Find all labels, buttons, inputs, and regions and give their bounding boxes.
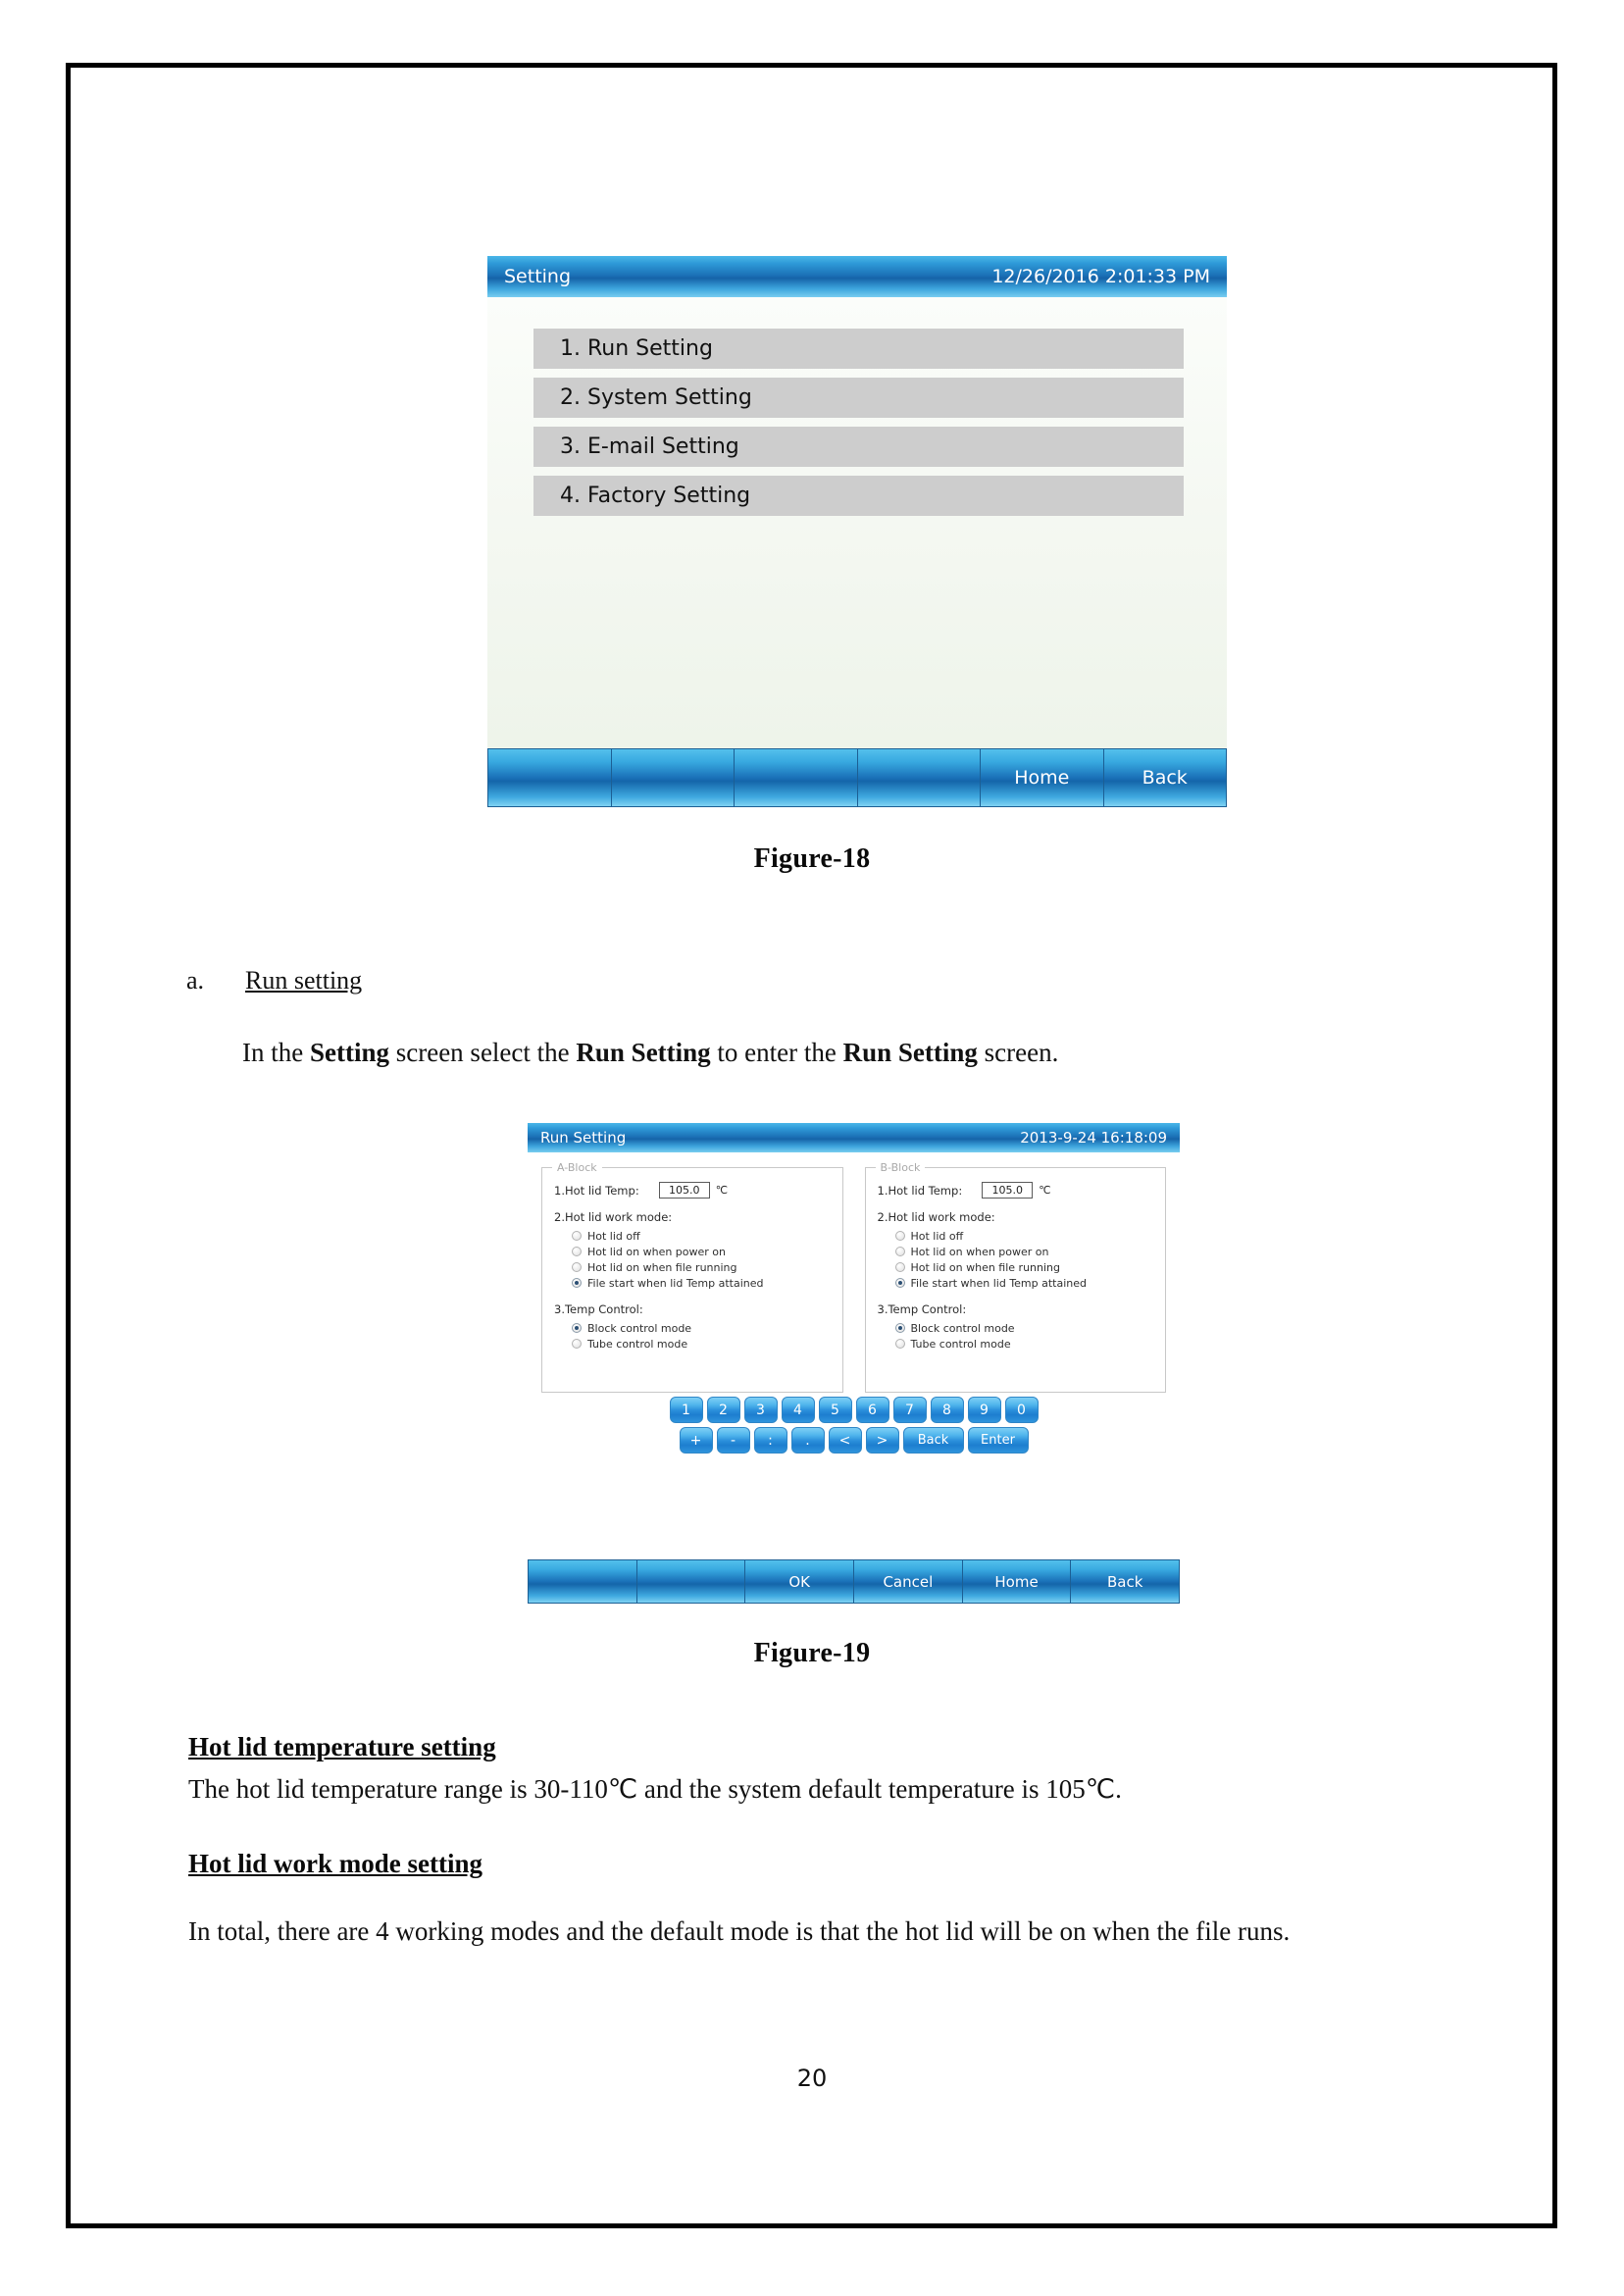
menu-item-run-setting[interactable]: 1. Run Setting xyxy=(533,329,1184,369)
key-colon[interactable]: : xyxy=(754,1427,787,1454)
intro-part-2: screen select the xyxy=(388,1038,577,1067)
figure18-datetime: 12/26/2016 2:01:33 PM xyxy=(991,266,1210,287)
radio-icon xyxy=(572,1231,582,1241)
page-number: 20 xyxy=(796,2065,828,2092)
keypad-row-digits xyxy=(670,1397,1039,1423)
radio-icon xyxy=(895,1247,905,1256)
b-block-work-mode-title: 2.Hot lid work mode: xyxy=(877,1210,995,1224)
intro-part-1: In the xyxy=(242,1038,310,1067)
list-marker: a. xyxy=(186,966,205,995)
b-block-radio-file-start-lid-temp[interactable] xyxy=(895,1275,1156,1291)
b-block-temp-unit: ℃ xyxy=(1039,1184,1051,1197)
figure19-ok-button[interactable]: OK xyxy=(744,1559,854,1604)
a-block-radio-file-start-lid-temp[interactable] xyxy=(572,1275,833,1291)
radio-icon xyxy=(572,1339,582,1349)
figure19-datetime: 2013-9-24 16:18:09 xyxy=(1020,1129,1167,1147)
b-block-legend: B-Block xyxy=(876,1161,926,1174)
list-title-run-setting: Run setting xyxy=(245,966,363,995)
b-block-temp-control-title: 3.Temp Control: xyxy=(877,1302,967,1316)
a-block-work-mode-title: 2.Hot lid work mode: xyxy=(554,1210,673,1224)
figure19-function-bar xyxy=(528,1559,1180,1604)
a-block-temp-input[interactable]: 105.0 xyxy=(659,1182,710,1199)
a-block-panel xyxy=(541,1161,843,1393)
b-block-hot-lid-temp-row xyxy=(878,1182,1156,1199)
figure19-fnkey-1[interactable] xyxy=(528,1559,637,1604)
radio-icon xyxy=(572,1247,582,1256)
text-hot-lid-work-modes: In total, there are 4 working modes and the default mode is that the hot lid will be on when the file runs. xyxy=(188,1916,1291,1946)
figure18-fnkey-3[interactable] xyxy=(734,748,858,807)
a-block-radio-tube-control[interactable] xyxy=(572,1336,833,1352)
b-block-work-mode-list xyxy=(895,1228,1156,1291)
radio-label: Hot lid off xyxy=(587,1229,640,1243)
key-enter[interactable]: Enter xyxy=(968,1427,1029,1454)
figure18-titlebar xyxy=(487,256,1227,297)
figure18-caption: Figure-18 xyxy=(753,843,871,874)
figure19-back-button[interactable]: Back xyxy=(1070,1559,1180,1604)
figure18-fnkey-2[interactable] xyxy=(611,748,736,807)
intro-part-4: screen. xyxy=(977,1038,1059,1067)
b-block-temp-control-list xyxy=(895,1320,1156,1352)
intro-bold-run-setting-1: Run Setting xyxy=(576,1038,711,1067)
intro-part-3: to enter the xyxy=(710,1038,843,1067)
b-block-temp-label: 1.Hot lid Temp: xyxy=(877,1183,963,1198)
block-panels xyxy=(528,1152,1180,1393)
key-1[interactable]: 1 xyxy=(670,1397,703,1423)
intro-bold-setting: Setting xyxy=(309,1038,389,1067)
key-6[interactable]: 6 xyxy=(856,1397,889,1423)
a-block-temp-label: 1.Hot lid Temp: xyxy=(554,1183,639,1198)
key-3[interactable]: 3 xyxy=(744,1397,778,1423)
a-block-radio-hot-lid-off[interactable] xyxy=(572,1228,833,1244)
key-minus[interactable]: - xyxy=(717,1427,750,1454)
figure19-title: Run Setting xyxy=(540,1129,627,1147)
a-block-radio-on-power-on[interactable] xyxy=(572,1244,833,1259)
radio-label: Hot lid on when power on xyxy=(587,1245,727,1258)
figure18-device-screen xyxy=(487,256,1227,807)
a-block-radio-block-control[interactable] xyxy=(572,1320,833,1336)
list-item-run-setting xyxy=(186,966,362,995)
b-block-radio-block-control[interactable] xyxy=(895,1320,1156,1336)
radio-label: Block control mode xyxy=(587,1321,692,1335)
radio-icon xyxy=(895,1231,905,1241)
radio-label: Block control mode xyxy=(910,1321,1015,1335)
numeric-keypad xyxy=(528,1397,1180,1454)
b-block-radio-on-power-on[interactable] xyxy=(895,1244,1156,1259)
figure18-fnkey-4[interactable] xyxy=(857,748,982,807)
a-block-temp-control-title: 3.Temp Control: xyxy=(554,1302,643,1316)
figure19-caption: Figure-19 xyxy=(753,1638,871,1668)
key-8[interactable]: 8 xyxy=(931,1397,964,1423)
figure19-device-screen xyxy=(528,1123,1180,1604)
a-block-legend: A-Block xyxy=(552,1161,602,1174)
radio-label: Hot lid off xyxy=(910,1229,964,1243)
b-block-radio-tube-control[interactable] xyxy=(895,1336,1156,1352)
figure19-fnkey-2[interactable] xyxy=(636,1559,746,1604)
a-block-radio-on-file-running[interactable] xyxy=(572,1259,833,1275)
menu-item-factory-setting[interactable]: 4. Factory Setting xyxy=(533,476,1184,516)
radio-label: Tube control mode xyxy=(587,1337,688,1351)
intro-bold-run-setting-2: Run Setting xyxy=(842,1038,978,1067)
figure18-home-button[interactable]: Home xyxy=(980,748,1104,807)
a-block-temp-unit: ℃ xyxy=(715,1184,729,1197)
radio-label: Hot lid on when power on xyxy=(910,1245,1049,1258)
key-backspace[interactable]: Back xyxy=(903,1427,964,1454)
radio-selected-icon xyxy=(572,1278,582,1288)
key-right-arrow[interactable]: > xyxy=(866,1427,899,1454)
b-block-radio-on-file-running[interactable] xyxy=(895,1259,1156,1275)
radio-label: File start when lid Temp attained xyxy=(587,1276,764,1290)
figure18-back-button[interactable]: Back xyxy=(1103,748,1228,807)
menu-item-system-setting[interactable]: 2. System Setting xyxy=(533,378,1184,418)
figure18-fnkey-1[interactable] xyxy=(487,748,612,807)
settings-menu xyxy=(533,329,1184,516)
keypad-row-symbols xyxy=(680,1427,1029,1454)
radio-icon xyxy=(895,1339,905,1349)
heading-hot-lid-temperature-setting: Hot lid temperature setting xyxy=(188,1732,496,1761)
figure19-home-button[interactable]: Home xyxy=(962,1559,1072,1604)
radio-label: Hot lid on when file running xyxy=(587,1260,737,1274)
key-left-arrow[interactable]: < xyxy=(829,1427,862,1454)
figure18-function-bar xyxy=(487,748,1227,807)
a-block-work-mode-list xyxy=(572,1228,833,1291)
radio-icon xyxy=(572,1262,582,1272)
figure18-screen-body xyxy=(487,297,1227,748)
key-dot[interactable]: . xyxy=(791,1427,825,1454)
key-0[interactable]: 0 xyxy=(1005,1397,1039,1423)
text-hot-lid-temperature-range: The hot lid temperature range is 30-110℃ and the system default temperature is 105℃. xyxy=(188,1774,1122,1804)
heading-hot-lid-work-mode-setting: Hot lid work mode setting xyxy=(188,1849,482,1878)
radio-label: File start when lid Temp attained xyxy=(910,1276,1088,1290)
radio-selected-icon xyxy=(895,1278,905,1288)
radio-label: Hot lid on when file running xyxy=(910,1260,1061,1274)
figure19-screen-body xyxy=(528,1152,1180,1559)
radio-icon xyxy=(895,1262,905,1272)
key-2[interactable]: 2 xyxy=(707,1397,740,1423)
figure19-cancel-button[interactable]: Cancel xyxy=(853,1559,963,1604)
b-block-panel xyxy=(865,1161,1167,1393)
key-plus[interactable]: + xyxy=(680,1427,713,1454)
key-9[interactable]: 9 xyxy=(968,1397,1001,1423)
figure19-titlebar xyxy=(528,1123,1180,1152)
radio-selected-icon xyxy=(572,1323,582,1333)
b-block-radio-hot-lid-off[interactable] xyxy=(895,1228,1156,1244)
a-block-temp-control-list xyxy=(572,1320,833,1352)
a-block-hot-lid-temp-row xyxy=(554,1182,833,1199)
figure18-title: Setting xyxy=(504,266,572,287)
menu-item-email-setting[interactable]: 3. E-mail Setting xyxy=(533,427,1184,467)
radio-label: Tube control mode xyxy=(910,1337,1011,1351)
key-5[interactable]: 5 xyxy=(819,1397,852,1423)
key-4[interactable]: 4 xyxy=(782,1397,815,1423)
radio-selected-icon xyxy=(895,1323,905,1333)
b-block-temp-input[interactable]: 105.0 xyxy=(982,1182,1033,1199)
key-7[interactable]: 7 xyxy=(893,1397,927,1423)
intro-paragraph xyxy=(242,1035,1451,1070)
